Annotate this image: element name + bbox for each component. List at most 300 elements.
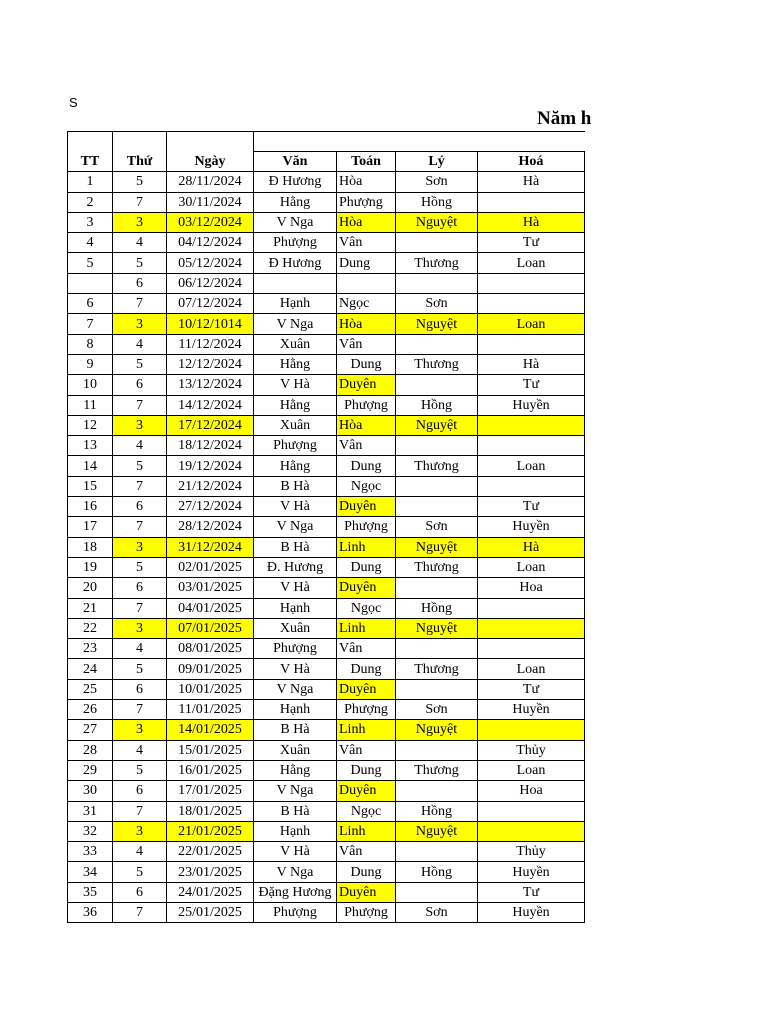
cell-thu: 6 [113, 375, 167, 395]
cell-thu: 5 [113, 456, 167, 476]
cell-hoa [478, 415, 585, 435]
table-row [68, 578, 586, 598]
cell-thu: 6 [113, 273, 167, 293]
cell-tt: 33 [68, 842, 113, 862]
cell-extra [585, 700, 586, 720]
cell-ngay: 17/12/2024 [167, 415, 254, 435]
cell-tt: 10 [68, 375, 113, 395]
cell-extra [585, 537, 586, 557]
cell-hoa: Thủy [478, 740, 585, 760]
cell-van: B Hà [254, 476, 337, 496]
cell-tt: 16 [68, 497, 113, 517]
cell-ly: Hồng [396, 395, 478, 415]
table-row [68, 862, 586, 882]
cell-extra [585, 842, 586, 862]
table-row [68, 537, 586, 557]
cell-thu: 4 [113, 740, 167, 760]
cell-ngay: 10/12/1014 [167, 314, 254, 334]
table-row [68, 700, 586, 720]
cell-ngay: 23/01/2025 [167, 862, 254, 882]
cell-toan: Linh [337, 618, 396, 638]
cell-hoa: Loan [478, 314, 585, 334]
cell-ngay: 14/01/2025 [167, 720, 254, 740]
cell-van: Đ Hương [254, 172, 337, 192]
cell-tt: 22 [68, 618, 113, 638]
cell-hoa: Huyền [478, 395, 585, 415]
cell-extra [585, 375, 586, 395]
cell-thu: 3 [113, 720, 167, 740]
cell-tt: 3 [68, 212, 113, 232]
cell-extra [585, 557, 586, 577]
cell-tt: 31 [68, 801, 113, 821]
cell-thu: 7 [113, 192, 167, 212]
cell-toan: Hòa [337, 212, 396, 232]
table-row [68, 314, 586, 334]
cell-van: Hạnh [254, 700, 337, 720]
cell-toan: Vân [337, 334, 396, 354]
cell-ly: Nguyệt [396, 720, 478, 740]
cell-tt: 19 [68, 557, 113, 577]
cell-van: Hạnh [254, 294, 337, 314]
cell-ngay: 11/01/2025 [167, 700, 254, 720]
cell-extra [585, 395, 586, 415]
cell-hoa: Hà [478, 537, 585, 557]
cell-van: Đ Hương [254, 253, 337, 273]
cell-hoa: Tư [478, 233, 585, 253]
cell-thu: 5 [113, 354, 167, 374]
cell-toan: Ngọc [337, 801, 396, 821]
cell-toan: Vân [337, 842, 396, 862]
cell-thu: 6 [113, 781, 167, 801]
cell-extra [585, 456, 586, 476]
cell-ngay: 30/11/2024 [167, 192, 254, 212]
cell-hoa [478, 720, 585, 740]
sheet-title: Năm h [537, 108, 592, 129]
cell-van: Đặng Hương [254, 882, 337, 902]
cell-van: V Hà [254, 375, 337, 395]
cell-ly [396, 740, 478, 760]
cell-ly: Hồng [396, 862, 478, 882]
cell-ngay: 06/12/2024 [167, 273, 254, 293]
cell-extra [585, 598, 586, 618]
cell-ngay: 07/01/2025 [167, 618, 254, 638]
cell-hoa [478, 618, 585, 638]
header-van: Văn [254, 152, 337, 172]
cell-ly: Nguyệt [396, 212, 478, 232]
cell-ly [396, 436, 478, 456]
cell-extra [585, 334, 586, 354]
cell-extra [585, 781, 586, 801]
cell-toan: Dung [337, 659, 396, 679]
cell-toan: Dung [337, 760, 396, 780]
table-row [68, 436, 586, 456]
cell-hoa [478, 639, 585, 659]
cell-ngay: 03/12/2024 [167, 212, 254, 232]
cell-extra [585, 679, 586, 699]
cell-tt: 29 [68, 760, 113, 780]
cell-toan: Dung [337, 456, 396, 476]
cell-toan: Dung [337, 862, 396, 882]
table-row [68, 334, 586, 354]
cell-ngay: 27/12/2024 [167, 497, 254, 517]
cell-hoa [478, 294, 585, 314]
cell-hoa: Tư [478, 375, 585, 395]
cell-van: Hằng [254, 760, 337, 780]
cell-toan: Vân [337, 740, 396, 760]
table-row [68, 273, 586, 293]
cell-ngay: 16/01/2025 [167, 760, 254, 780]
table-row [68, 476, 586, 496]
cell-extra [585, 801, 586, 821]
cell-ngay: 21/01/2025 [167, 821, 254, 841]
cell-toan: Ngọc [337, 294, 396, 314]
cell-tt: 34 [68, 862, 113, 882]
cell-van: Hạnh [254, 598, 337, 618]
cell-tt: 23 [68, 639, 113, 659]
corner-label: S [69, 95, 78, 110]
table-row [68, 902, 586, 922]
table-row [68, 781, 586, 801]
cell-tt: 32 [68, 821, 113, 841]
cell-van: B Hà [254, 537, 337, 557]
cell-toan: Phượng [337, 517, 396, 537]
cell-hoa [478, 192, 585, 212]
cell-thu: 3 [113, 537, 167, 557]
cell-tt: 21 [68, 598, 113, 618]
cell-ly: Thương [396, 760, 478, 780]
cell-ly: Thương [396, 456, 478, 476]
cell-tt: 36 [68, 902, 113, 922]
cell-hoa: Hà [478, 212, 585, 232]
cell-thu: 3 [113, 314, 167, 334]
cell-ly: Thương [396, 659, 478, 679]
cell-ly [396, 781, 478, 801]
cell-tt: 8 [68, 334, 113, 354]
table-row [68, 354, 586, 374]
cell-van: V Hà [254, 578, 337, 598]
cell-ngay: 13/12/2024 [167, 375, 254, 395]
cell-van: V Nga [254, 212, 337, 232]
cell-extra [585, 415, 586, 435]
cell-tt: 12 [68, 415, 113, 435]
table-row [68, 415, 586, 435]
cell-ly: Nguyệt [396, 314, 478, 334]
cell-hoa: Huyền [478, 700, 585, 720]
cell-extra [585, 497, 586, 517]
cell-ly: Thương [396, 253, 478, 273]
cell-hoa [478, 273, 585, 293]
cell-hoa [478, 598, 585, 618]
cell-extra [585, 720, 586, 740]
cell-van: Xuân [254, 334, 337, 354]
cell-ly: Thương [396, 557, 478, 577]
cell-thu: 3 [113, 212, 167, 232]
table-row [68, 395, 586, 415]
cell-thu: 5 [113, 760, 167, 780]
cell-thu: 5 [113, 659, 167, 679]
cell-thu: 7 [113, 517, 167, 537]
table-row [68, 172, 586, 192]
cell-toan: Linh [337, 720, 396, 740]
cell-tt: 6 [68, 294, 113, 314]
cell-hoa: Huyền [478, 902, 585, 922]
header-hoa: Hoá [478, 152, 585, 172]
cell-ngay: 18/01/2025 [167, 801, 254, 821]
cell-van: Hằng [254, 395, 337, 415]
cell-van: V Nga [254, 781, 337, 801]
cell-van: B Hà [254, 720, 337, 740]
cell-toan: Phượng [337, 192, 396, 212]
cell-toan: Hòa [337, 415, 396, 435]
cell-van: V Hà [254, 842, 337, 862]
cell-hoa: Huyền [478, 517, 585, 537]
cell-ngay: 19/12/2024 [167, 456, 254, 476]
cell-tt: 28 [68, 740, 113, 760]
cell-tt: 7 [68, 314, 113, 334]
cell-van: V Nga [254, 679, 337, 699]
cell-hoa: Loan [478, 659, 585, 679]
cell-extra [585, 354, 586, 374]
cell-van: V Nga [254, 314, 337, 334]
cell-ly: Sơn [396, 172, 478, 192]
cell-thu: 5 [113, 862, 167, 882]
cell-van: Phượng [254, 639, 337, 659]
cell-toan: Ngọc [337, 476, 396, 496]
cell-ly: Hồng [396, 598, 478, 618]
cell-van: V Nga [254, 862, 337, 882]
cell-toan: Phượng [337, 700, 396, 720]
cell-toan: Hòa [337, 314, 396, 334]
cell-thu: 7 [113, 476, 167, 496]
cell-toan: Duyên [337, 679, 396, 699]
cell-ly: Sơn [396, 517, 478, 537]
table-row [68, 212, 586, 232]
table-row [68, 760, 586, 780]
cell-thu: 4 [113, 639, 167, 659]
cell-extra [585, 659, 586, 679]
cell-van: Phượng [254, 902, 337, 922]
cell-van: Phượng [254, 233, 337, 253]
cell-ngay: 15/01/2025 [167, 740, 254, 760]
cell-extra [585, 882, 586, 902]
cell-ngay: 18/12/2024 [167, 436, 254, 456]
cell-thu: 7 [113, 801, 167, 821]
cell-extra [585, 172, 586, 192]
cell-van: Hạnh [254, 821, 337, 841]
cell-extra [585, 476, 586, 496]
cell-toan: Linh [337, 821, 396, 841]
cell-ngay: 21/12/2024 [167, 476, 254, 496]
cell-ngay: 09/01/2025 [167, 659, 254, 679]
cell-hoa: Huyền [478, 862, 585, 882]
cell-thu: 3 [113, 618, 167, 638]
header-extra [585, 152, 586, 172]
cell-ngay: 10/01/2025 [167, 679, 254, 699]
cell-van: Phượng [254, 436, 337, 456]
table-row [68, 882, 586, 902]
cell-ngay: 24/01/2025 [167, 882, 254, 902]
cell-ly [396, 233, 478, 253]
cell-thu: 5 [113, 557, 167, 577]
header-ly: Lý [396, 152, 478, 172]
cell-tt: 20 [68, 578, 113, 598]
cell-thu: 6 [113, 679, 167, 699]
cell-hoa: Loan [478, 557, 585, 577]
cell-hoa [478, 436, 585, 456]
cell-ngay: 05/12/2024 [167, 253, 254, 273]
cell-ngay: 17/01/2025 [167, 781, 254, 801]
cell-tt: 11 [68, 395, 113, 415]
table-row [68, 294, 586, 314]
schedule-table [67, 131, 585, 923]
header-toan: Toán [337, 152, 396, 172]
cell-tt: 27 [68, 720, 113, 740]
table-body [68, 172, 586, 923]
cell-ngay: 04/12/2024 [167, 233, 254, 253]
cell-extra [585, 517, 586, 537]
cell-van: Xuân [254, 740, 337, 760]
cell-tt: 24 [68, 659, 113, 679]
table-row [68, 557, 586, 577]
cell-thu: 7 [113, 902, 167, 922]
cell-thu: 6 [113, 882, 167, 902]
cell-tt: 25 [68, 679, 113, 699]
cell-hoa: Hoa [478, 781, 585, 801]
table-row [68, 720, 586, 740]
cell-thu: 5 [113, 253, 167, 273]
cell-ly: Nguyệt [396, 537, 478, 557]
cell-thu: 4 [113, 334, 167, 354]
table-row [68, 679, 586, 699]
table-row [68, 598, 586, 618]
cell-van: V Nga [254, 517, 337, 537]
cell-ly [396, 476, 478, 496]
cell-tt: 18 [68, 537, 113, 557]
cell-tt: 4 [68, 233, 113, 253]
header-merged-blank [254, 132, 586, 152]
cell-van: Hằng [254, 354, 337, 374]
cell-ngay: 11/12/2024 [167, 334, 254, 354]
cell-ngay: 04/01/2025 [167, 598, 254, 618]
cell-extra [585, 760, 586, 780]
cell-thu: 3 [113, 821, 167, 841]
cell-ly [396, 334, 478, 354]
table-row [68, 740, 586, 760]
cell-extra [585, 314, 586, 334]
cell-ly: Sơn [396, 294, 478, 314]
cell-extra [585, 436, 586, 456]
cell-extra [585, 862, 586, 882]
cell-extra [585, 273, 586, 293]
table-row [68, 821, 586, 841]
cell-ly [396, 578, 478, 598]
cell-van: Hằng [254, 456, 337, 476]
cell-hoa [478, 476, 585, 496]
cell-ly [396, 273, 478, 293]
table-row [68, 842, 586, 862]
cell-ly: Sơn [396, 700, 478, 720]
cell-extra [585, 618, 586, 638]
cell-thu: 7 [113, 700, 167, 720]
table-row [68, 375, 586, 395]
cell-toan: Duyên [337, 578, 396, 598]
cell-hoa [478, 821, 585, 841]
cell-ly: Nguyệt [396, 821, 478, 841]
cell-ly: Sơn [396, 902, 478, 922]
cell-tt: 14 [68, 456, 113, 476]
cell-thu: 6 [113, 497, 167, 517]
cell-hoa: Loan [478, 456, 585, 476]
cell-extra [585, 740, 586, 760]
cell-ngay: 28/12/2024 [167, 517, 254, 537]
header-thu: Thứ [113, 132, 167, 172]
cell-thu: 7 [113, 294, 167, 314]
cell-tt [68, 273, 113, 293]
cell-ly [396, 375, 478, 395]
cell-hoa: Tư [478, 882, 585, 902]
cell-tt: 15 [68, 476, 113, 496]
table-row [68, 801, 586, 821]
cell-ly [396, 679, 478, 699]
cell-tt: 13 [68, 436, 113, 456]
cell-toan: Dung [337, 557, 396, 577]
cell-thu: 7 [113, 598, 167, 618]
cell-tt: 35 [68, 882, 113, 902]
cell-van: Xuân [254, 618, 337, 638]
cell-ly: Nguyệt [396, 618, 478, 638]
cell-van: Hằng [254, 192, 337, 212]
cell-van: Xuân [254, 415, 337, 435]
cell-tt: 26 [68, 700, 113, 720]
cell-van [254, 273, 337, 293]
cell-thu: 6 [113, 578, 167, 598]
cell-ngay: 12/12/2024 [167, 354, 254, 374]
cell-hoa: Hà [478, 172, 585, 192]
cell-ly: Hồng [396, 801, 478, 821]
cell-hoa [478, 334, 585, 354]
cell-toan: Vân [337, 436, 396, 456]
cell-ly [396, 497, 478, 517]
table-row [68, 517, 586, 537]
cell-ngay: 22/01/2025 [167, 842, 254, 862]
cell-hoa: Loan [478, 253, 585, 273]
cell-toan [337, 273, 396, 293]
cell-ly: Hồng [396, 192, 478, 212]
cell-tt: 9 [68, 354, 113, 374]
cell-ly: Thương [396, 354, 478, 374]
cell-hoa [478, 801, 585, 821]
table-row [68, 253, 586, 273]
cell-ngay: 28/11/2024 [167, 172, 254, 192]
cell-ngay: 03/01/2025 [167, 578, 254, 598]
cell-extra [585, 639, 586, 659]
cell-ly [396, 882, 478, 902]
cell-toan: Duyên [337, 375, 396, 395]
cell-toan: Linh [337, 537, 396, 557]
table-row [68, 233, 586, 253]
cell-toan: Phượng [337, 902, 396, 922]
cell-van: V Hà [254, 659, 337, 679]
cell-ngay: 25/01/2025 [167, 902, 254, 922]
cell-extra [585, 233, 586, 253]
cell-van: B Hà [254, 801, 337, 821]
cell-ngay: 31/12/2024 [167, 537, 254, 557]
schedule-sheet [67, 131, 585, 931]
table-row [68, 192, 586, 212]
cell-toan: Dung [337, 354, 396, 374]
cell-extra [585, 212, 586, 232]
cell-tt: 17 [68, 517, 113, 537]
